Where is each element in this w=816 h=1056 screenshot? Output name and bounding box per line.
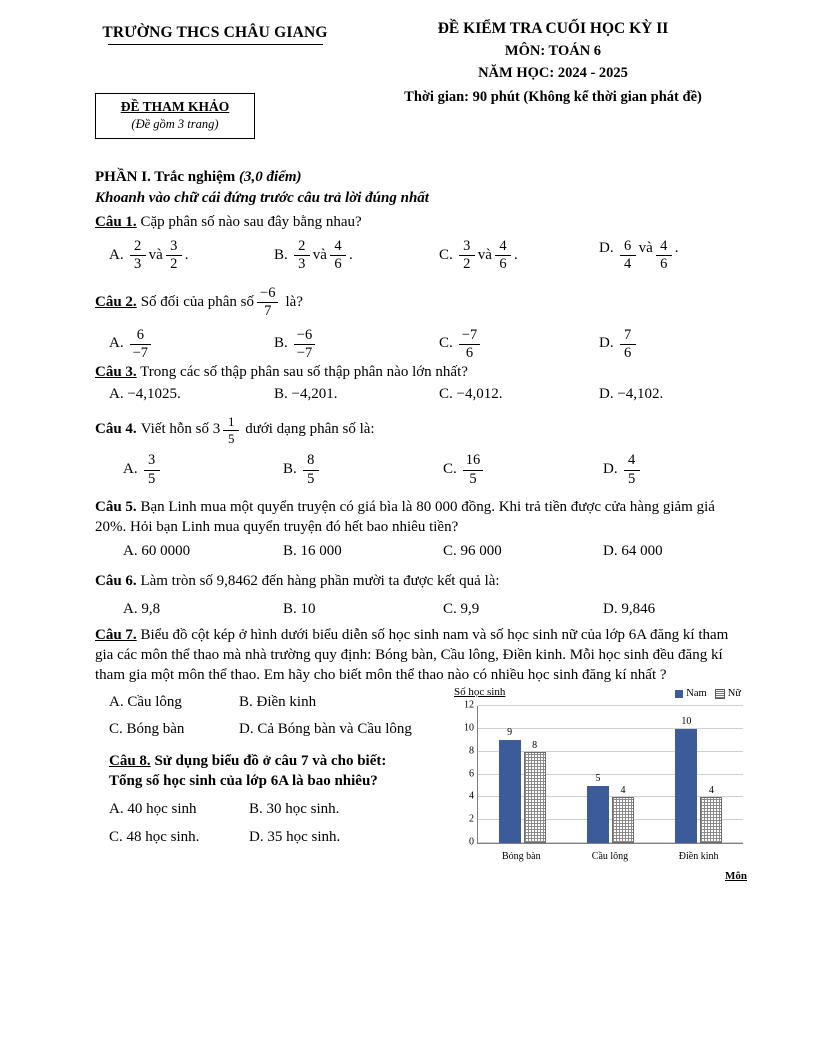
- fraction-denominator: 6: [499, 256, 507, 273]
- fraction: [223, 415, 239, 445]
- question-5-option-a: A. 60 0000: [123, 542, 191, 559]
- exam-school-year: NĂM HỌC: 2024 - 2025: [478, 65, 628, 81]
- chart-bar-value: 9: [507, 727, 513, 739]
- option-conjunction: và: [148, 246, 163, 263]
- fraction-bar: [166, 255, 182, 256]
- exam-duration: Thời gian: 90 phút (Không kể thời gian phát đề): [404, 89, 702, 105]
- fraction-bar: [223, 430, 239, 431]
- chart-x-tick: Cầu lông: [591, 851, 629, 862]
- fraction-numerator: −6: [260, 285, 276, 302]
- question-6: [95, 572, 735, 592]
- chart-bar-value: 4: [620, 785, 626, 797]
- question-3-label: Câu 3.: [95, 364, 137, 381]
- fraction: [656, 239, 672, 272]
- fraction-denominator: 2: [463, 256, 471, 273]
- fraction-numerator: 4: [627, 452, 636, 469]
- question-7-option-d: D. Cả Bóng bàn và Cầu lông: [239, 721, 412, 738]
- question-1-option-b: [274, 239, 439, 272]
- fraction-numerator: 1: [227, 414, 235, 429]
- fraction: [495, 239, 511, 272]
- option-letter: B.: [274, 335, 288, 352]
- fraction-bar: [459, 255, 475, 256]
- question-2-text-b: là?: [285, 294, 303, 310]
- question-7-options-row-1: [95, 693, 480, 713]
- chart-bar-nam: [587, 773, 609, 843]
- legend-item-nam: [675, 688, 706, 699]
- fraction: [303, 453, 319, 486]
- question-2-options: [95, 328, 735, 361]
- option-tail: .: [674, 239, 679, 256]
- fraction-bar: [620, 255, 636, 256]
- question-1-option-a: [109, 239, 274, 272]
- question-6-option-a: A. 9,8: [123, 601, 161, 618]
- fraction-bar: [257, 302, 278, 303]
- fraction-numerator: 3: [170, 237, 178, 254]
- school-name: TRƯỜNG THCS CHÂU GIANG: [102, 24, 328, 41]
- question-8-title-rest: Sử dụng biểu đồ ở câu 7 và cho biết:: [154, 753, 387, 770]
- question-8-text-line2: Tổng số học sinh của lớp 6A là bao nhiêu?: [109, 773, 378, 790]
- fraction-numerator: −6: [296, 326, 313, 343]
- question-7-option-c: C. Bóng bàn: [109, 721, 185, 738]
- question-4-option-c: [443, 453, 603, 486]
- fraction-bar: [459, 344, 480, 345]
- question-4-option-a: [123, 453, 283, 486]
- question-4: [95, 415, 735, 445]
- reference-exam-label: [100, 99, 250, 115]
- option-tail: .: [184, 246, 189, 263]
- question-5-label: Câu 5.: [95, 498, 137, 515]
- fraction: [257, 286, 278, 319]
- chart-bar-value: 4: [708, 785, 714, 797]
- legend-label-nam: Nam: [686, 688, 707, 699]
- question-4-text-b: dưới dạng phân số là:: [245, 421, 375, 438]
- chart-group-cau-long: [587, 706, 634, 843]
- question-4-label: Câu 4.: [95, 421, 137, 438]
- option-letter: A.: [123, 461, 138, 478]
- part-1-title: [95, 168, 735, 188]
- fraction-bar: [130, 344, 151, 345]
- fraction-denominator: 6: [334, 256, 342, 273]
- fraction-denominator: 5: [227, 430, 235, 446]
- fraction: [620, 328, 636, 361]
- fraction: [294, 328, 315, 361]
- fraction-bar: [130, 255, 146, 256]
- chart-bar-value: 5: [595, 773, 601, 785]
- question-6-option-c: C. 9,9: [443, 601, 480, 618]
- question-3: [95, 363, 735, 383]
- fraction: [459, 239, 475, 272]
- fraction-numerator: 2: [298, 237, 306, 254]
- exam-title: ĐỀ KIỂM TRA CUỐI HỌC KỲ II: [437, 20, 669, 37]
- fraction: [459, 328, 480, 361]
- question-4-option-d: [603, 453, 643, 486]
- option-conjunction: và: [477, 246, 492, 263]
- question-5-options: [95, 542, 735, 562]
- fraction-bar: [303, 470, 319, 471]
- reference-exam-box: [95, 93, 255, 139]
- question-1-label: Câu 1.: [95, 213, 137, 230]
- question-2-option-a: [109, 328, 274, 361]
- question-7-option-b: B. Điền kinh: [239, 694, 317, 711]
- fraction-bar: [294, 255, 310, 256]
- question-5-option-c: C. 96 000: [443, 542, 502, 559]
- fraction: [130, 239, 146, 272]
- question-3-text: Trong các số thập phân sau số thập phân nào lớn nhất?: [140, 364, 468, 381]
- school-name-underline: [108, 44, 323, 45]
- question-4-options: [95, 453, 735, 486]
- fraction-bar: [294, 344, 315, 345]
- reference-exam-label-text: ĐỀ THAM KHẢO: [120, 99, 230, 114]
- option-conjunction: và: [312, 246, 327, 263]
- fraction-denominator: 5: [469, 470, 477, 487]
- reference-exam-pages: (Đề gồm 3 trang): [131, 117, 219, 131]
- fraction: [624, 453, 640, 486]
- question-8-option-d: D. 35 học sinh.: [249, 828, 341, 845]
- question-2-label: Câu 2.: [95, 294, 137, 310]
- fraction-denominator: 5: [627, 470, 636, 487]
- fraction: [130, 328, 151, 361]
- fraction-denominator: 3: [298, 256, 306, 273]
- question-6-label: Câu 6.: [95, 572, 137, 589]
- fraction-denominator: 4: [623, 256, 632, 273]
- fraction: [620, 239, 636, 272]
- fraction-numerator: 6: [623, 237, 632, 254]
- chart-bar-nam: [499, 727, 521, 843]
- chart-x-ticks: [477, 851, 743, 862]
- fraction-numerator: 6: [136, 326, 144, 343]
- question-3-option-b: B. −4,201.: [274, 386, 338, 403]
- fraction: [330, 239, 346, 272]
- chart-y-tick: 0: [469, 836, 474, 848]
- fraction: [463, 453, 484, 486]
- option-conjunction: và: [638, 239, 653, 256]
- chart-y-tick: 8: [469, 745, 474, 757]
- part-1-instruction: Khoanh vào chữ cái đứng trước câu trả lời đúng nhất: [95, 189, 429, 206]
- question-7-option-a: A. Cầu lông: [109, 694, 182, 711]
- question-1-options: [95, 239, 735, 272]
- question-6-text: Làm tròn số 9,8462 đến hàng phần mười ta được kết quả là:: [140, 572, 500, 589]
- fraction-numerator: 2: [133, 237, 142, 254]
- question-6-option-b: B. 10: [283, 601, 316, 618]
- fraction: [144, 453, 160, 486]
- fraction-denominator: 2: [170, 256, 178, 273]
- fraction-bar: [624, 470, 640, 471]
- question-5-text: Bạn Linh mua một quyển truyện có giá bìa là 80 000 đồng. Khi trả tiền được cửa hàng giảm giá 20%. Hỏi bạn Linh mua quyển truyện đó hết bao nhiêu tiền?: [95, 498, 715, 535]
- fraction-denominator: 3: [133, 256, 142, 273]
- fraction-denominator: 6: [660, 256, 668, 273]
- question-3-option-c: C. −4,012.: [439, 386, 503, 403]
- chart-legend: [675, 688, 741, 699]
- chart-x-axis-label: Môn: [725, 870, 747, 882]
- question-1: [95, 213, 735, 233]
- part-1-title-points: (3,0 điểm): [239, 169, 302, 185]
- question-7-options: [95, 693, 480, 740]
- question-4-text-a: Viết hỗn số 3: [140, 421, 221, 438]
- legend-item-nu: [715, 688, 741, 699]
- question-3-option-a: A. −4,1025.: [109, 386, 181, 403]
- chart-bar-nu: [700, 785, 722, 843]
- chart-bar-nam: [675, 715, 697, 843]
- fraction-bar: [620, 344, 636, 345]
- question-7-label: Câu 7.: [95, 627, 137, 644]
- chart-bar-nu: [524, 739, 546, 843]
- option-letter: A.: [109, 335, 124, 352]
- fraction-denominator: −7: [296, 344, 313, 361]
- option-letter: C.: [439, 246, 453, 263]
- question-3-option-d: D. −4,102.: [599, 386, 664, 403]
- fraction-bar: [463, 470, 484, 471]
- question-2-option-c: [439, 328, 599, 361]
- fraction: [294, 239, 310, 272]
- question-8-option-c: C. 48 học sinh.: [109, 828, 200, 845]
- question-7-text: Biểu đồ cột kép ở hình dưới biểu diễn số học sinh nam và số học sinh nữ của lớp 6A đăng kí tham gia các môn thể thao mà nhà trường quy định: Bóng bàn, Cầu lông, Điền kinh. Mỗi học sinh đều đăng kí tham gia một môn thể thao. Em hãy cho biết môn thể thao nào có nhiều học sinh đăng kí nhất ?: [95, 627, 729, 684]
- fraction-bar: [144, 470, 160, 471]
- fraction-numerator: 4: [499, 237, 507, 254]
- fraction-numerator: 3: [147, 452, 156, 469]
- question-2-option-d: [599, 328, 639, 361]
- part-1-title-bold: PHẦN I. Trắc nghiệm: [95, 169, 236, 185]
- chart-y-tick: 12: [464, 699, 474, 711]
- option-tail: .: [348, 246, 353, 263]
- question-1-option-c: [439, 239, 599, 272]
- legend-label-nu: Nữ: [727, 688, 741, 699]
- fraction-numerator: −7: [461, 326, 478, 343]
- question-8-option-b: B. 30 học sinh.: [249, 800, 340, 817]
- question-1-text: Cặp phân số nào sau đây bằng nhau?: [140, 213, 362, 230]
- fraction-numerator: 16: [465, 452, 481, 469]
- chart-bars: [478, 706, 743, 843]
- option-letter: C.: [443, 461, 457, 478]
- question-6-option-d: D. 9,846: [603, 601, 656, 618]
- question-2-text-a: Số đối của phân số: [140, 294, 255, 310]
- question-7-text-block: [95, 626, 735, 686]
- exam-subject: MÔN: TOÁN 6: [504, 43, 602, 59]
- fraction-denominator: 7: [264, 303, 272, 320]
- fraction-numerator: 4: [660, 237, 668, 254]
- chart-x-tick: Bóng bàn: [502, 851, 541, 862]
- chart-x-tick: Điền kinh: [678, 851, 719, 862]
- fraction-denominator: 5: [307, 470, 315, 487]
- legend-swatch-icon: [715, 689, 725, 699]
- question-1-option-d: [599, 239, 679, 272]
- chart-bar-value: 8: [532, 739, 538, 751]
- option-letter: B.: [283, 461, 297, 478]
- fraction: [166, 239, 182, 272]
- question-7-options-row-2: [95, 720, 480, 740]
- fraction-denominator: 5: [147, 470, 156, 487]
- chart-y-tick: 4: [469, 790, 474, 802]
- question-5-option-b: B. 16 000: [283, 542, 342, 559]
- question-2-option-b: [274, 328, 439, 361]
- option-tail: .: [513, 246, 518, 263]
- fraction-numerator: 8: [307, 452, 315, 469]
- question-5-option-d: D. 64 000: [603, 542, 663, 559]
- option-letter: A.: [109, 246, 124, 263]
- chart-group-bong-ban: [499, 706, 546, 843]
- fraction-denominator: 6: [465, 344, 474, 361]
- question-2: [95, 286, 735, 319]
- fraction-numerator: 7: [623, 326, 632, 343]
- chart-plot-area: [464, 699, 743, 848]
- chart-bar-value: 10: [681, 715, 692, 727]
- header-right: [360, 20, 746, 106]
- chart-y-tick: 6: [469, 768, 474, 779]
- chart-group-dien-kinh: [675, 706, 722, 843]
- bar-chart: [454, 686, 747, 882]
- option-letter: D.: [599, 335, 614, 352]
- fraction-denominator: 6: [623, 344, 632, 361]
- question-3-options: [95, 385, 735, 405]
- fraction-bar: [656, 255, 672, 256]
- option-letter: D.: [603, 461, 618, 478]
- legend-swatch-icon: [675, 690, 683, 698]
- fraction-denominator: −7: [132, 344, 149, 361]
- question-8-label: Câu 8.: [109, 753, 151, 770]
- question-6-options: [95, 600, 735, 620]
- fraction-bar: [330, 255, 346, 256]
- fraction-numerator: 4: [334, 237, 342, 254]
- chart-bar-nu: [612, 785, 634, 843]
- option-letter: B.: [274, 246, 288, 263]
- question-5: [95, 498, 735, 538]
- chart-y-axis-label: Số học sinh: [454, 686, 506, 698]
- page-header: [0, 0, 816, 106]
- question-4-option-b: [283, 453, 443, 486]
- fraction-numerator: 3: [463, 237, 471, 254]
- chart-y-tick: 2: [469, 813, 474, 825]
- option-letter: C.: [439, 335, 453, 352]
- chart-y-tick: 10: [464, 722, 474, 734]
- option-letter: D.: [599, 239, 614, 256]
- fraction-bar: [495, 255, 511, 256]
- question-8-option-a: A. 40 học sinh: [109, 800, 197, 817]
